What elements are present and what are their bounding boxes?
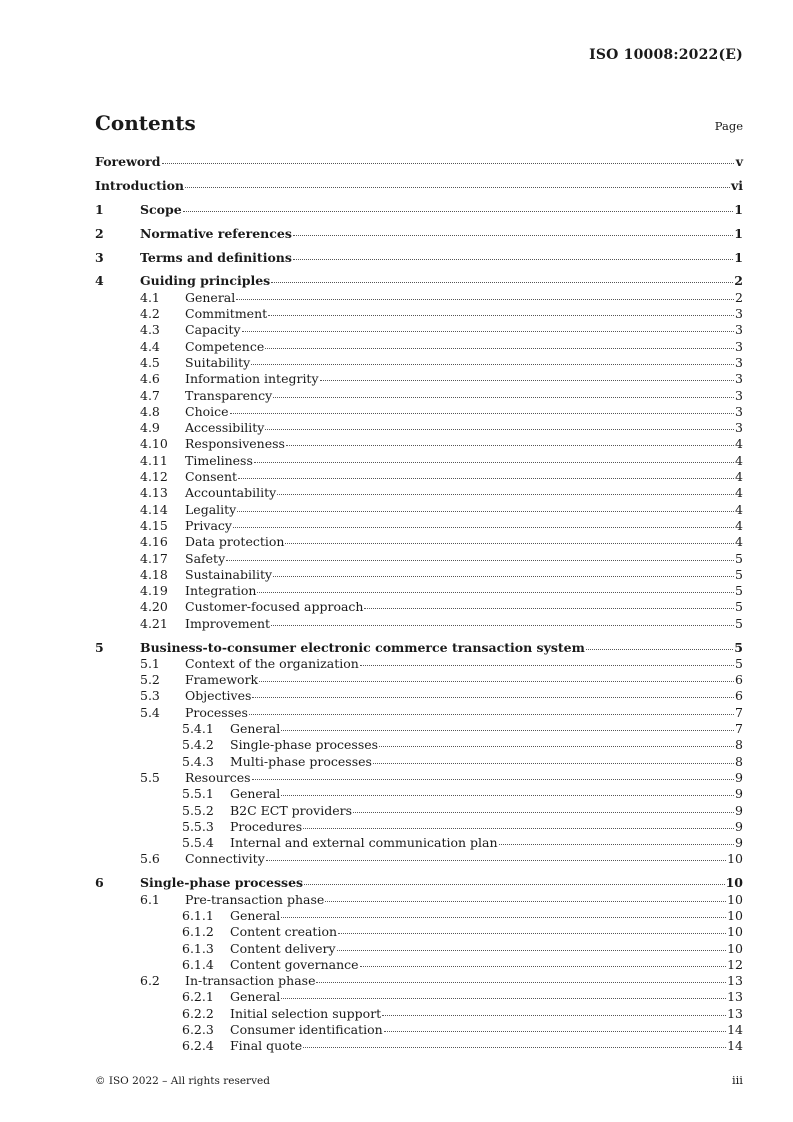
toc-entry-title: Timeliness [185, 452, 253, 468]
toc-entry[interactable] [95, 1022, 743, 1038]
toc-entry-title: Integration [185, 583, 257, 599]
toc-entry-title: Content creation [230, 924, 338, 940]
toc-entry-title: Context of the organization [185, 655, 359, 671]
toc-entry-title: Content governance [230, 956, 359, 972]
toc-entry-page: 4 [735, 436, 743, 452]
toc-entry-title: Improvement [185, 615, 271, 631]
toc-entry[interactable] [95, 688, 743, 704]
toc-leader-dots [364, 605, 734, 609]
toc-entry-title: Data protection [185, 534, 285, 550]
toc-leader-dots [252, 694, 734, 698]
toc-entry-number: 1 [95, 201, 104, 217]
toc-entry-title: Business-to-consumer electronic commerce transaction system [140, 639, 585, 655]
toc-entry-title: Capacity [185, 322, 241, 338]
toc-entry-number: 2 [95, 225, 104, 241]
toc-entry[interactable] [95, 178, 743, 194]
toc-leader-dots [266, 857, 726, 861]
toc-entry-page: 10 [727, 940, 743, 956]
toc-entry-page: 4 [735, 469, 743, 485]
toc-entry-title: Sustainability [185, 566, 273, 582]
toc-entry[interactable] [95, 957, 743, 973]
toc-entry-page: 9 [735, 818, 743, 834]
toc-entry[interactable] [95, 388, 743, 404]
toc-entry[interactable] [95, 924, 743, 940]
toc-entry-page: 4 [735, 534, 743, 550]
toc-entry-page: 5 [734, 639, 743, 655]
toc-entry-page: 13 [727, 989, 743, 1005]
toc-entry-page: v [735, 154, 743, 169]
toc-entry-number: 4.19 [140, 583, 168, 599]
toc-entry-number: 6.2 [140, 973, 160, 989]
toc-entry-title: Commitment [185, 306, 268, 322]
toc-leader-dots [337, 947, 727, 951]
toc-entry-number: 6.1.2 [182, 924, 214, 940]
toc-entry-number: 4.4 [140, 338, 160, 354]
toc-leader-dots [254, 459, 734, 463]
toc-entry-page: 5 [735, 583, 743, 599]
toc-entry[interactable] [95, 339, 743, 355]
toc-leader-dots [384, 1028, 726, 1032]
toc-leader-dots [303, 1044, 726, 1048]
toc-entry-page: 9 [735, 802, 743, 818]
toc-leader-dots [379, 743, 734, 747]
toc-entry-title: Internal and external communication plan [230, 835, 498, 851]
toc-leader-dots [325, 898, 726, 902]
toc-entry-number: 4.18 [140, 566, 168, 582]
page-column-label: Page [714, 119, 743, 133]
toc-entry-title: General [230, 786, 281, 802]
toc-entry-page: 10 [727, 851, 743, 867]
toc-entry[interactable] [95, 672, 743, 688]
toc-entry[interactable] [95, 640, 743, 656]
toc-entry[interactable] [95, 154, 743, 170]
toc-entry-number: 6.2.1 [182, 989, 214, 1005]
toc-entry-number: 6 [95, 875, 104, 891]
toc-entry-page: 5 [735, 655, 743, 671]
toc-entry-page: 2 [734, 273, 743, 289]
toc-entry-title: Content delivery [230, 940, 336, 956]
toc-entry-page: 1 [734, 201, 743, 217]
toc-entry-page: 5 [735, 566, 743, 582]
toc-leader-dots [281, 727, 734, 731]
toc-entry-title: Choice [185, 403, 229, 419]
toc-leader-dots [586, 646, 733, 650]
toc-entry-number: 4.8 [140, 403, 160, 419]
toc-entry-title: Privacy [185, 517, 232, 533]
toc-entry-number: 3 [95, 249, 104, 265]
toc-entry[interactable] [95, 583, 743, 599]
toc-entry[interactable] [95, 941, 743, 957]
toc-entry-number: 5.6 [140, 851, 160, 867]
toc-entry[interactable] [95, 290, 743, 306]
toc-entry-number: 5.2 [140, 672, 160, 688]
toc-entry-number: 4.21 [140, 615, 168, 631]
toc-entry-page: 14 [727, 1038, 743, 1054]
toc-entry[interactable] [95, 502, 743, 518]
toc-entry-page: 5 [735, 550, 743, 566]
toc-leader-dots [373, 760, 734, 764]
toc-entry-page: 3 [735, 306, 743, 322]
toc-leader-dots [273, 573, 734, 577]
toc-entry-number: 6.2.3 [182, 1022, 214, 1037]
toc-entry-title: Pre-transaction phase [185, 891, 325, 907]
toc-entry-number: 4.3 [140, 322, 160, 338]
toc-entry-title: Terms and definitions [140, 249, 292, 265]
toc-entry[interactable] [95, 567, 743, 583]
toc-entry[interactable] [95, 226, 743, 242]
toc-entry-page: 5 [735, 599, 743, 615]
standard-id: ISO 10008:2022(E) [589, 47, 743, 63]
toc-leader-dots [360, 662, 734, 666]
toc-leader-dots [230, 410, 734, 414]
toc-entry-title: Consumer identification [230, 1022, 383, 1037]
toc-leader-dots [251, 361, 734, 365]
toc-entry[interactable] [95, 534, 743, 550]
toc-entry-page: 10 [727, 891, 743, 907]
toc-entry-number: 4 [95, 273, 104, 289]
toc-entry-title: Connectivity [185, 851, 265, 867]
toc-entry-page: 1 [734, 249, 743, 265]
toc-entry-number: 5.5.1 [182, 786, 214, 802]
toc-leader-dots [238, 475, 734, 479]
toc-leader-dots [226, 557, 734, 561]
toc-entry-page: 10 [727, 907, 743, 923]
toc-entry-number: 4.10 [140, 436, 168, 452]
toc-entry-title: Multi-phase processes [230, 753, 372, 769]
toc-leader-dots [236, 296, 734, 300]
toc-leader-dots [271, 279, 733, 283]
toc-entry-page: 4 [735, 485, 743, 501]
toc-entry-page: 7 [735, 704, 743, 720]
toc-leader-dots [183, 208, 734, 212]
toc-entry-number: 4.6 [140, 371, 160, 387]
toc-entry[interactable] [95, 1038, 743, 1054]
toc-entry[interactable] [95, 371, 743, 387]
toc-leader-dots [303, 825, 734, 829]
toc-leader-dots [265, 426, 734, 430]
toc-entry-page: 14 [727, 1022, 743, 1037]
toc-entry-number: 5.3 [140, 688, 160, 704]
toc-leader-dots [252, 776, 734, 780]
contents-heading: Contents [95, 111, 196, 135]
toc-leader-dots [271, 622, 734, 626]
toc-leader-dots [268, 312, 734, 316]
toc-leader-dots [285, 540, 734, 544]
toc-entry-title: Customer-focused approach [185, 599, 364, 615]
toc-leader-dots [353, 809, 734, 813]
toc-entry[interactable] [95, 973, 743, 989]
toc-entry[interactable] [95, 355, 743, 371]
toc-leader-dots [277, 491, 734, 495]
toc-entry-title: Initial selection support [230, 1005, 382, 1021]
toc-leader-dots [360, 963, 727, 967]
toc-leader-dots [249, 711, 734, 715]
toc-entry-title: Normative references [140, 225, 292, 241]
toc-entry[interactable] [95, 892, 743, 908]
toc-entry-title: B2C ECT providers [230, 802, 353, 818]
toc-entry[interactable] [95, 436, 743, 452]
toc-entry-page: 8 [735, 753, 743, 769]
toc-entry-page: 3 [735, 403, 743, 419]
toc-entry-number: 5.4.3 [182, 753, 214, 769]
toc-entry-number: 4.16 [140, 534, 168, 550]
toc-leader-dots [257, 589, 734, 593]
toc-entry-page: 10 [727, 924, 743, 940]
toc-entry-page: 6 [735, 688, 743, 704]
toc-entry-number: 4.2 [140, 306, 160, 322]
toc-entry-title: Responsiveness [185, 436, 285, 452]
toc-entry-title: Resources [185, 769, 251, 785]
toc-entry-title: Final quote [230, 1038, 303, 1054]
toc-leader-dots [382, 1012, 726, 1016]
toc-leader-dots [293, 232, 733, 236]
toc-entry-title: In-transaction phase [185, 973, 316, 989]
toc-entry-page: 4 [735, 501, 743, 517]
toc-entry[interactable] [95, 453, 743, 469]
toc-entry-page: 9 [735, 835, 743, 851]
toc-entry-number: 5.5.2 [182, 802, 214, 818]
toc-entry-page: 4 [735, 517, 743, 533]
toc-leader-dots [320, 377, 734, 381]
toc-entry[interactable] [95, 721, 743, 737]
toc-entry-title: Single-phase processes [140, 875, 304, 891]
toc-entry-title: General [230, 907, 281, 923]
toc-entry[interactable] [95, 404, 743, 420]
toc-entry[interactable] [95, 851, 743, 867]
toc-entry-title: Information integrity [185, 371, 319, 387]
toc-entry[interactable] [95, 786, 743, 802]
toc-entry-page: 3 [735, 387, 743, 403]
toc-entry[interactable] [95, 770, 743, 786]
toc-entry[interactable] [95, 656, 743, 672]
toc-entry-title: Procedures [230, 818, 303, 834]
toc-entry[interactable] [95, 306, 743, 322]
toc-entry[interactable] [95, 616, 743, 632]
toc-entry-page: 4 [735, 452, 743, 468]
toc-entry-number: 5.5.4 [182, 835, 214, 851]
toc-entry-title: General [230, 721, 281, 737]
toc-entry-title: Safety [185, 550, 226, 566]
toc-entry-number: 4.17 [140, 550, 168, 566]
toc-leader-dots [499, 841, 734, 845]
toc-entry[interactable] [95, 469, 743, 485]
toc-entry[interactable] [95, 754, 743, 770]
toc-leader-dots [185, 184, 730, 188]
toc-entry-page: 3 [735, 371, 743, 387]
toc-entry[interactable] [95, 551, 743, 567]
toc-entry[interactable] [95, 599, 743, 615]
toc-entry-title: Foreword [95, 154, 161, 169]
toc-entry[interactable] [95, 737, 743, 753]
toc-entry-number: 6.1.4 [182, 956, 214, 972]
toc-entry-number: 6.1.1 [182, 907, 214, 923]
toc-leader-dots [281, 792, 734, 796]
toc-entry[interactable] [95, 989, 743, 1005]
toc-entry[interactable] [95, 819, 743, 835]
toc-entry[interactable] [95, 273, 743, 289]
toc-entry[interactable] [95, 250, 743, 266]
toc-entry-number: 4.20 [140, 599, 168, 615]
toc-entry-page: 13 [727, 973, 743, 989]
toc-entry-title: Accessibility [185, 420, 265, 436]
toc-entry-title: Framework [185, 672, 259, 688]
toc-entry[interactable] [95, 202, 743, 218]
toc-entry[interactable] [95, 420, 743, 436]
toc-leader-dots [286, 442, 734, 446]
toc-leader-dots [281, 995, 726, 999]
toc-entry[interactable] [95, 803, 743, 819]
toc-entry-number: 4.7 [140, 387, 160, 403]
toc-entry-number: 4.12 [140, 469, 168, 485]
toc-entry-page: 3 [735, 338, 743, 354]
toc-entry-number: 4.5 [140, 354, 160, 370]
table-of-contents [95, 154, 743, 1055]
toc-entry-title: Scope [140, 201, 182, 217]
toc-entry-title: Processes [185, 704, 248, 720]
toc-entry-page: 8 [735, 737, 743, 753]
toc-entry-page: 13 [727, 1005, 743, 1021]
toc-entry-number: 5.5 [140, 769, 160, 785]
toc-entry-title: Single-phase processes [230, 737, 379, 753]
toc-entry-number: 6.1.3 [182, 940, 214, 956]
toc-entry-title: Objectives [185, 688, 252, 704]
toc-entry-title: Legality [185, 501, 237, 517]
toc-entry[interactable] [95, 908, 743, 924]
toc-entry-number: 4.11 [140, 452, 168, 468]
toc-entry-page: 2 [735, 289, 743, 305]
toc-leader-dots [162, 160, 735, 164]
toc-leader-dots [242, 328, 734, 332]
toc-entry-title: Guiding principles [140, 273, 271, 289]
toc-entry-page: 9 [735, 769, 743, 785]
toc-entry-title: General [185, 289, 236, 305]
toc-leader-dots [233, 524, 734, 528]
toc-entry-number: 6.2.4 [182, 1038, 214, 1054]
toc-leader-dots [273, 394, 734, 398]
toc-entry-number: 6.2.2 [182, 1005, 214, 1021]
toc-leader-dots [237, 508, 734, 512]
toc-entry[interactable] [95, 705, 743, 721]
toc-entry-page: vi [730, 177, 743, 193]
toc-leader-dots [259, 678, 734, 682]
toc-entry-title: Suitability [185, 354, 251, 370]
toc-entry-number: 4.15 [140, 517, 168, 533]
toc-leader-dots [265, 345, 734, 349]
toc-entry-page: 3 [735, 322, 743, 338]
toc-entry-title: General [230, 989, 281, 1005]
toc-entry-page: 7 [735, 721, 743, 737]
toc-leader-dots [281, 914, 726, 918]
toc-entry[interactable] [95, 835, 743, 851]
toc-entry-number: 5.4.2 [182, 737, 214, 753]
toc-entry[interactable] [95, 322, 743, 338]
toc-entry-page: 6 [735, 672, 743, 688]
toc-entry-page: 5 [735, 615, 743, 631]
toc-entry-number: 5.1 [140, 655, 160, 671]
toc-entry-title: Transparency [185, 387, 273, 403]
toc-entry-number: 4.13 [140, 485, 168, 501]
toc-entry-page: 12 [727, 956, 743, 972]
toc-entry-number: 4.1 [140, 289, 160, 305]
toc-entry-number: 6.1 [140, 891, 160, 907]
toc-entry[interactable] [95, 518, 743, 534]
toc-entry[interactable] [95, 875, 743, 891]
toc-entry[interactable] [95, 1006, 743, 1022]
toc-leader-dots [316, 979, 726, 983]
toc-entry-number: 5.5.3 [182, 818, 214, 834]
copyright-notice: © ISO 2022 – All rights reserved [95, 1075, 270, 1087]
toc-entry-number: 4.14 [140, 501, 168, 517]
toc-entry-title: Introduction [95, 177, 185, 193]
toc-entry-number: 4.9 [140, 420, 160, 436]
toc-entry-page: 3 [735, 420, 743, 436]
toc-entry-number: 5.4.1 [182, 721, 214, 737]
toc-entry-page: 10 [725, 875, 743, 891]
toc-entry[interactable] [95, 485, 743, 501]
toc-entry-number: 5 [95, 639, 104, 655]
toc-entry-title: Consent [185, 469, 238, 485]
toc-entry-page: 1 [734, 225, 743, 241]
toc-entry-title: Accountability [185, 485, 277, 501]
page-number: iii [731, 1073, 743, 1087]
toc-entry-page: 3 [735, 354, 743, 370]
toc-entry-title: Competence [185, 338, 265, 354]
toc-entry-page: 9 [735, 786, 743, 802]
toc-leader-dots [304, 881, 725, 885]
toc-leader-dots [293, 256, 733, 260]
toc-entry-number: 5.4 [140, 704, 160, 720]
toc-leader-dots [338, 930, 726, 934]
